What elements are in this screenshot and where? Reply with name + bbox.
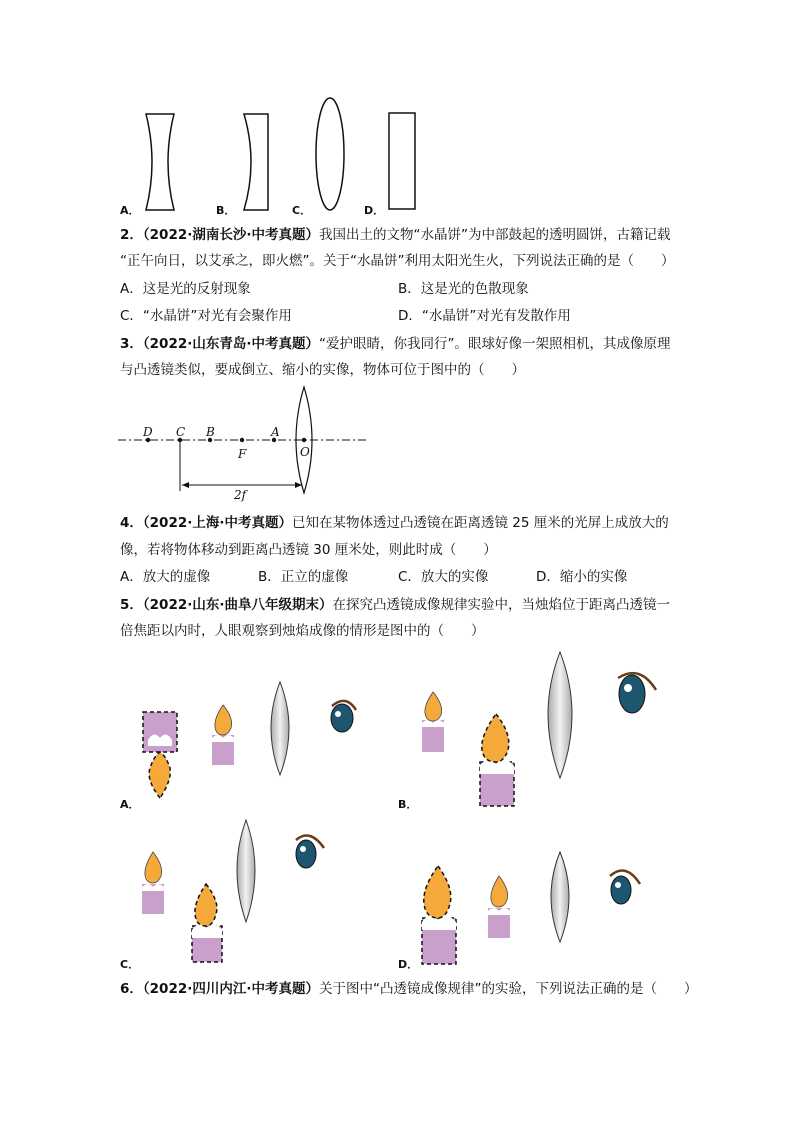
q1-lens-c [310, 96, 350, 214]
q5-figure-b [418, 650, 668, 810]
q6-text-line1: 关于图中“凸透镜成像规律”的实验，下列说法正确的是（ ） [319, 981, 698, 997]
q2-source: （2022·湖南长沙·中考真题） [142, 227, 319, 243]
q5-option-a[interactable]: A． [120, 798, 140, 811]
flame-icon [145, 852, 162, 883]
q1-option-b[interactable]: B． [216, 204, 236, 217]
point-f [240, 438, 244, 442]
label-c: C [176, 425, 186, 439]
eye-icon [296, 836, 324, 869]
point-o [302, 438, 306, 442]
q5-source: （2022·山东·曲阜八年级期末） [142, 597, 333, 613]
flame-icon [425, 692, 442, 721]
q5-text-line1: 在探究凸透镜成像规律实验中，当烛焰位于距离凸透镜一 [332, 597, 670, 613]
q4-source: （2022·上海·中考真题） [142, 515, 292, 531]
convex-lens [271, 682, 289, 775]
convex-lens [551, 852, 569, 942]
q2-option-a[interactable]: A．这是光的反射现象 [120, 281, 251, 297]
q4-option-b[interactable]: B．正立的虚像 [258, 569, 349, 585]
q2-option-d[interactable]: D．“水晶饼”对光有发散作用 [398, 308, 571, 324]
q1-lens-a [140, 112, 180, 212]
q2-number: 2． [120, 227, 143, 243]
q5-figure-a [140, 680, 370, 805]
q1-option-d[interactable]: D． [364, 204, 385, 217]
q2-option-b[interactable]: B．这是光的色散现象 [398, 281, 529, 297]
label-f: F [238, 447, 247, 461]
label-a: A [271, 425, 280, 439]
q6-number: 6． [120, 981, 143, 997]
q5-figure-d [418, 850, 648, 970]
q5-stem-line1 [120, 596, 670, 614]
eye-icon [618, 673, 656, 713]
q4-text-line1: 已知在某物体透过凸透镜在距离透镜 25 厘米的光屏上成放大的 [292, 515, 669, 531]
convex-lens [237, 820, 255, 922]
label-2f: 2f [234, 488, 247, 502]
q5-option-d[interactable]: D． [398, 958, 419, 971]
q4-option-d[interactable]: D．缩小的实像 [536, 569, 628, 585]
flame-icon [215, 705, 232, 735]
q5-number: 5． [120, 597, 143, 613]
q3-optical-diagram [118, 385, 368, 500]
q5-option-c[interactable]: C． [120, 958, 140, 971]
q4-stem-line1 [120, 514, 669, 532]
q6-stem-line1 [120, 980, 698, 998]
q1-option-a[interactable]: A． [120, 204, 140, 217]
q3-number: 3． [120, 336, 143, 352]
q3-text-line1: “爱护眼睛，你我同行”。眼球好像一架照相机，其成像原理 [319, 336, 671, 352]
virtual-flame-icon [195, 884, 217, 926]
convex-lens [548, 652, 572, 778]
q5-figure-c [138, 818, 368, 968]
q2-text-line1: 我国出土的文物“水晶饼”为中部鼓起的透明圆饼，古籍记载 [319, 227, 671, 243]
q4-number: 4． [120, 515, 143, 531]
q4-option-c[interactable]: C．放大的实像 [398, 569, 489, 585]
q3-stem-line2: 与凸透镜类似，要成倒立、缩小的实像，物体可位于图中的（ ） [120, 362, 525, 378]
q4-option-a[interactable]: A．放大的虚像 [120, 569, 211, 585]
q1-lens-d [388, 112, 418, 212]
q2-stem-line1 [120, 226, 671, 244]
eye-icon [610, 871, 640, 904]
q4-stem-line2: 像，若将物体移动到距离凸透镜 30 厘米处，则此时成（ ） [120, 542, 497, 558]
q2-option-c[interactable]: C．“水晶饼”对光有会聚作用 [120, 308, 292, 324]
label-o: O [300, 445, 310, 459]
label-d: D [143, 425, 153, 439]
virtual-flame-icon [424, 866, 451, 918]
q5-option-b[interactable]: B． [398, 798, 418, 811]
flame-icon [491, 876, 508, 907]
q3-source: （2022·山东青岛·中考真题） [142, 336, 319, 352]
virtual-flame-icon [149, 752, 170, 798]
q6-source: （2022·四川内江·中考真题） [142, 981, 319, 997]
q3-stem-line1 [120, 335, 671, 353]
q1-lens-b [238, 112, 278, 212]
q2-stem-line2: “正午向日，以艾承之，即火燃”。关于“水晶饼”利用太阳光生火，下列说法正确的是（ ） [120, 253, 675, 269]
q1-option-c[interactable]: C． [292, 204, 312, 217]
q5-stem-line2: 倍焦距以内时，人眼观察到烛焰成像的情形是图中的（ ） [120, 623, 485, 639]
eye-icon [331, 701, 356, 732]
label-b: B [206, 425, 215, 439]
virtual-flame-icon [482, 714, 509, 762]
